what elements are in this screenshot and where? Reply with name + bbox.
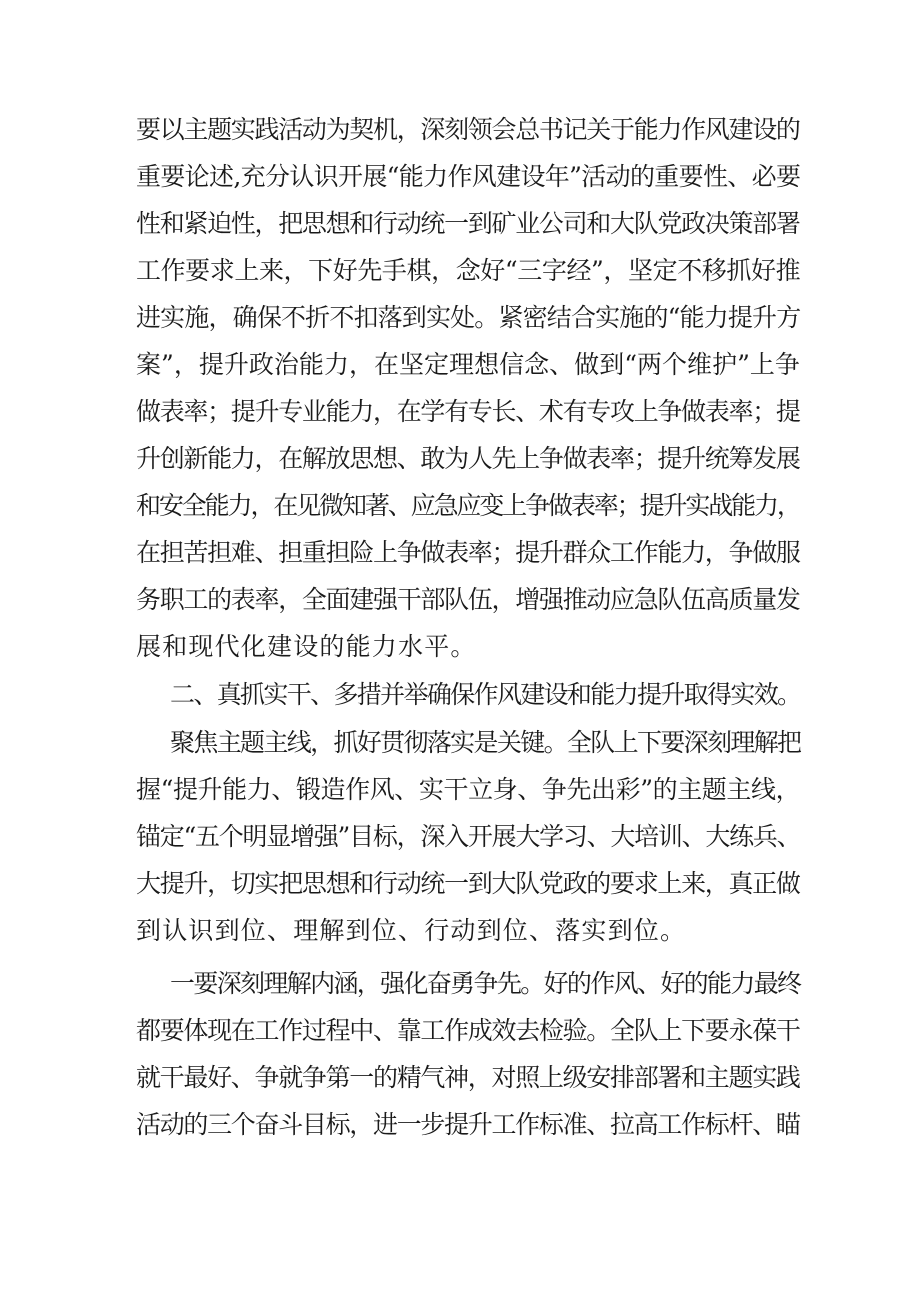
text-line-20: 都要体现在工作过程中、靠工作成效去检验。全队上下要永葆干 bbox=[136, 1016, 800, 1045]
text-line-21: 就干最好、争就争第一的精气神，对照上级安排部署和主题实践 bbox=[136, 1063, 800, 1092]
text-line-10: 在担苦担难、担重担险上争做表率；提升群众工作能力，争做服 bbox=[136, 538, 800, 567]
text-line-1: 要以主题实践活动为契机，深刻领会总书记关于能力作风建设的 bbox=[136, 115, 800, 144]
text-line-17: 大提升，切实把思想和行动统一到大队党政的要求上来，真正做 bbox=[136, 869, 800, 898]
text-line-16: 锚定“五个明显增强”目标，深入开展大学习、大培训、大练兵、 bbox=[136, 822, 801, 851]
text-line-19: 一要深刻理解内涵，强化奋勇争先。好的作风、好的能力最终 bbox=[170, 969, 801, 998]
text-line-6: 案”，提升政治能力，在坚定理想信念、做到“两个维护”上争 bbox=[136, 350, 800, 379]
text-line-3: 性和紧迫性，把思想和行动统一到矿业公司和大队党政决策部署 bbox=[136, 209, 800, 238]
text-line-2: 重要论述,充分认识开展“能力作风建设年”活动的重要性、必要 bbox=[136, 162, 801, 191]
text-line-5: 进实施，确保不折不扣落到实处。紧密结合实施的“能力提升方 bbox=[136, 303, 801, 332]
text-line-8: 升创新能力，在解放思想、敢为人先上争做表率；提升统筹发展 bbox=[136, 444, 800, 473]
text-line-22: 活动的三个奋斗目标，进一步提升工作标准、拉高工作标杆、瞄 bbox=[136, 1110, 800, 1139]
text-line-18: 到认识到位、理解到位、行动到位、落实到位。 bbox=[136, 916, 687, 945]
text-line-9: 和安全能力，在见微知著、应急应变上争做表率；提升实战能力， bbox=[136, 491, 800, 520]
section-heading: 二、真抓实干、多措并举确保作风建设和能力提升取得实效。 bbox=[170, 680, 801, 709]
text-line-14: 聚焦主题主线，抓好贯彻落实是关键。全队上下要深刻理解把 bbox=[170, 728, 801, 757]
text-line-4: 工作要求上来，下好先手棋，念好“三字经”，坚定不移抓好推 bbox=[136, 256, 801, 285]
text-line-7: 做表率；提升专业能力，在学有专长、术有专攻上争做表率；提 bbox=[136, 397, 800, 426]
text-line-12: 展和现代化建设的能力水平。 bbox=[136, 632, 477, 661]
text-line-15: 握“提升能力、锻造作风、实干立身、争先出彩”的主题主线， bbox=[136, 775, 801, 804]
text-line-11: 务职工的表率，全面建强干部队伍，增强推动应急队伍高质量发 bbox=[136, 585, 800, 614]
